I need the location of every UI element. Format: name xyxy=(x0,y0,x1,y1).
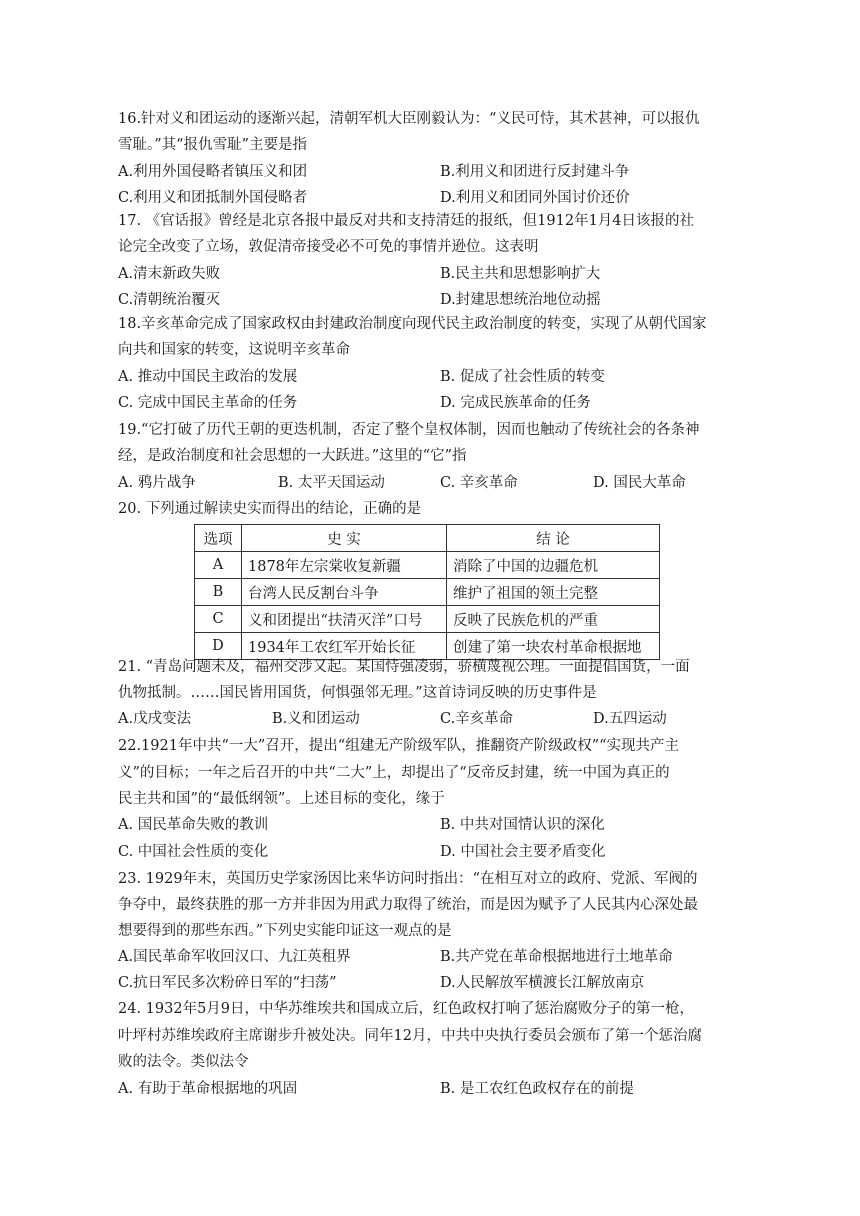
table-header-cell: 选项 xyxy=(195,525,242,552)
q21-option-d: D.五四运动 xyxy=(593,711,667,727)
table-cell: A xyxy=(195,552,242,579)
table-cell: 义和团提出“扶清灭洋”口号 xyxy=(242,606,447,633)
q23-stem-line-2: 争夺中，最终获胜的那一方并非因为用武力取得了统治，而是因为赋予了人民其内心深处最 xyxy=(118,897,698,913)
q24-stem-line-2: 叶坪村苏维埃政府主席谢步升被处决。同年12月，中共中央执行委员会颁布了第一个惩治腐 xyxy=(118,1028,702,1044)
q20-table xyxy=(194,524,660,660)
table-cell: 创建了第一块农村革命根据地 xyxy=(447,633,660,660)
q24-stem-line-3: 败的法令。类似法令 xyxy=(118,1054,249,1070)
q22-option-c: C. 中国社会性质的变化 xyxy=(118,844,269,860)
q19-stem-line-1: 19.“它打破了历代王朝的更迭机制，否定了整个皇权体制，因而也触动了传统社会的各条神 xyxy=(118,422,700,438)
q23-option-b: B.共产党在革命根据地进行土地革命 xyxy=(440,949,673,965)
table-row xyxy=(195,579,660,606)
q17-stem-line-2: 论完全改变了立场，敦促清帝接受必不可免的事情并逊位。这表明 xyxy=(118,239,539,255)
q16-stem-line-1: 16.针对义和团运动的逐渐兴起，清朝军机大臣刚毅认为：“义民可恃，其术甚神，可以报仇 xyxy=(118,111,700,127)
q16-option-d: D.利用义和团同外国讨价还价 xyxy=(440,190,630,206)
q17-option-d: D.封建思想统治地位动摇 xyxy=(440,292,601,308)
q23-option-c: C.抗日军民多次粉碎日军的“扫荡” xyxy=(118,975,337,991)
table-cell: 维护了祖国的领土完整 xyxy=(447,579,660,606)
table-row xyxy=(195,633,660,660)
q19-option-b: B. 太平天国运动 xyxy=(278,475,385,491)
q21-option-c: C.辛亥革命 xyxy=(440,711,514,727)
q17-option-b: B.民主共和思想影响扩大 xyxy=(440,266,601,282)
table-cell: B xyxy=(195,579,242,606)
table-row xyxy=(195,552,660,579)
q19-stem-line-2: 经，是政治制度和社会思想的一大跃进。”这里的“它”指 xyxy=(118,448,467,464)
q19-option-a: A. 鸦片战争 xyxy=(118,475,196,491)
q21-stem-line-2: 仇物抵制。……国民皆用国货，何惧强邻无理。”这首诗词反映的历史事件是 xyxy=(118,685,597,701)
table-header-cell: 结 论 xyxy=(447,525,660,552)
q19-option-d: D. 国民大革命 xyxy=(593,475,686,491)
q21-stem-line-1: 21. “青岛问题未及，福州交涉又起。某国恃强凌弱，骄横蔑视公理。一面提倡国货，一面 xyxy=(118,659,690,675)
table-header-cell: 史 实 xyxy=(242,525,447,552)
q17-option-a: A.清末新政失败 xyxy=(118,266,221,282)
q24-stem-line-1: 24. 1932年5月9日，中华苏维埃共和国成立后，红色政权打响了惩治腐败分子的第一枪， xyxy=(118,1001,695,1017)
q18-stem-line-1: 18.辛亥革命完成了国家政权由封建政治制度向现代民主政治制度的转变，实现了从朝代国家 xyxy=(118,316,707,332)
q24-option-b: B. 是工农红色政权存在的前提 xyxy=(440,1081,634,1097)
q23-stem-line-1: 23. 1929年末，英国历史学家汤因比来华访问时指出：“在相互对立的政府、党派、军阀的 xyxy=(118,871,698,887)
q23-stem-line-3: 想要得到的那些东西。”下列史实能印证这一观点的是 xyxy=(118,923,452,939)
table-cell: 1934年工农红军开始长征 xyxy=(242,633,447,660)
table-cell: 台湾人民反割台斗争 xyxy=(242,579,447,606)
q22-stem-line-1: 22.1921年中共“一大”召开，提出“组建无产阶级军队，推翻资产阶级政权”“实现共产主 xyxy=(118,738,680,754)
q22-option-b: B. 中共对国情认识的深化 xyxy=(440,817,605,833)
q18-option-a: A. 推动中国民主政治的发展 xyxy=(118,369,298,385)
table-cell: D xyxy=(195,633,242,660)
table-cell: 消除了中国的边疆危机 xyxy=(447,552,660,579)
q24-option-a: A. 有助于革命根据地的巩固 xyxy=(118,1081,298,1097)
q18-option-d: D. 完成民族革命的任务 xyxy=(440,395,591,411)
q23-option-a: A.国民革命军收回汉口、九江英租界 xyxy=(118,949,351,965)
q22-option-d: D. 中国社会主要矛盾变化 xyxy=(440,844,606,860)
table-header-row xyxy=(195,525,660,552)
q23-option-d: D.人民解放军横渡长江解放南京 xyxy=(440,975,645,991)
table-cell: C xyxy=(195,606,242,633)
q18-option-b: B. 促成了社会性质的转变 xyxy=(440,369,605,385)
table-cell: 1878年左宗棠收复新疆 xyxy=(242,552,447,579)
q16-option-a: A.利用外国侵略者镇压义和团 xyxy=(118,164,308,180)
q22-option-a: A. 国民革命失败的教训 xyxy=(118,817,269,833)
q22-stem-line-3: 民主共和国”的“最低纲领”。上述目标的变化，缘于 xyxy=(118,791,445,807)
q18-stem-line-2: 向共和国家的转变，这说明辛亥革命 xyxy=(118,342,350,358)
q17-option-c: C.清朝统治覆灭 xyxy=(118,292,221,308)
table-cell: 反映了民族危机的严重 xyxy=(447,606,660,633)
q17-stem-line-1: 17. 《官话报》曾经是北京各报中最反对共和支持清廷的报纸，但1912年1月4日该报的社 xyxy=(118,213,695,229)
q16-option-c: C.利用义和团抵制外国侵略者 xyxy=(118,190,308,206)
table-row xyxy=(195,606,660,633)
q16-stem-line-2: 雪耻。”其“报仇雪耻”主要是指 xyxy=(118,137,307,153)
q21-option-a: A.戊戌变法 xyxy=(118,711,192,727)
q16-option-b: B.利用义和团进行反封建斗争 xyxy=(440,164,630,180)
q18-option-c: C. 完成中国民主革命的任务 xyxy=(118,395,298,411)
q19-option-c: C. 辛亥革命 xyxy=(440,475,518,491)
q21-option-b: B.义和团运动 xyxy=(272,711,360,727)
q22-stem-line-2: 义”的目标；一年之后召开的中共“二大”上，却提出了“反帝反封建，统一中国为真正的 xyxy=(118,765,670,781)
q20-stem: 20. 下列通过解读史实而得出的结论，正确的是 xyxy=(118,501,422,517)
